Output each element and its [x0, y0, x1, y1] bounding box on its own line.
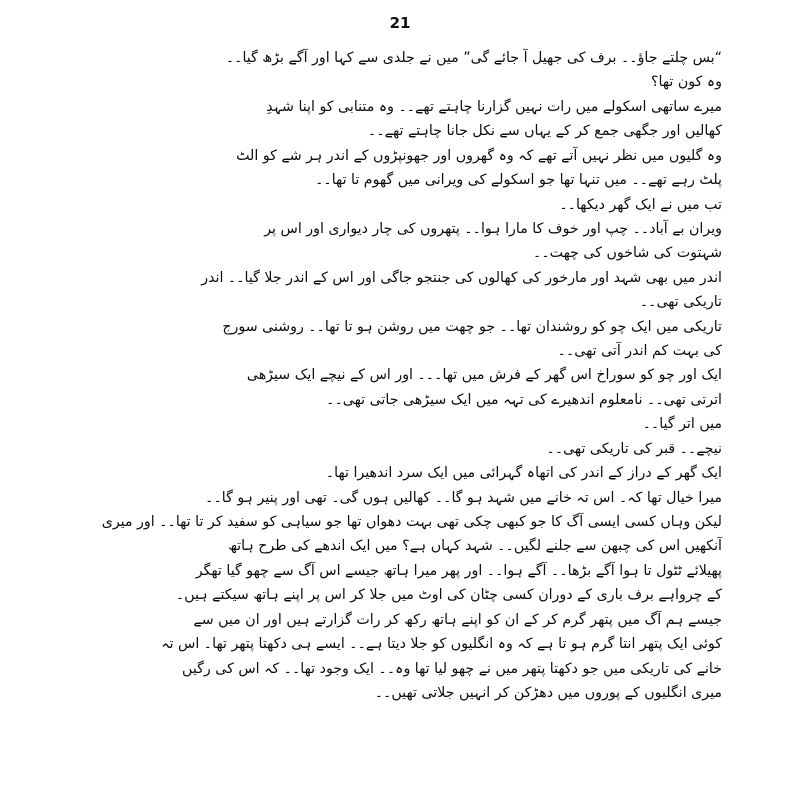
text-line: کھالیں اور جگھی جمع کر کے یہاں سے نکل جانا چاہتے تھے۔۔ — [368, 123, 722, 140]
text-line: تاریکی تھی۔۔ — [639, 294, 722, 311]
text-line: کے چرواہے برف باری کے دوران کسی چٹان کی اوٹ میں جلا کر اس پر اپنے ہاتھ سیکتے ہیں۔ — [175, 587, 722, 604]
text-line: میرے ساتھی اسکولے میں رات نہیں گزارنا چاہتے تھے۔۔ وہ متنابی کو اپنا شہدِ — [266, 98, 722, 115]
text-line: خانے کی تاریکی میں جو دکھتا پتھر میں نے چھو لیا تھا وہ۔۔ ایک وجود تھا۔۔ کہ اس کی رگیں — [182, 660, 722, 677]
text-line: اندر میں بھی شہد اور مارخور کی کھالوں کی جنتجو جاگی اور اس کے اندر جلا گیا۔۔ اندر — [201, 269, 722, 286]
text-line: میرا خیال تھا کہ۔ اس تہ خانے میں شہد ہو گا۔۔ کھالیں ہوں گی۔ تھی اور پنیر ہو گا۔۔ — [205, 489, 722, 506]
text-line: کی بہت کم اندر آتی تھی۔۔ — [557, 343, 722, 360]
text-line: “بس چلتے جاؤ۔۔ برف کی جھیل آ جائے گی” میں نے جلدی سے کہا اور آگے بڑھ گیا۔۔ — [225, 50, 722, 66]
text-line: شہتوت کی شاخوں کی چھت۔۔ — [533, 245, 722, 262]
text-line: میں اتر گیا۔۔ — [642, 416, 722, 433]
text-line: وہ کون تھا؟ — [650, 74, 722, 91]
text-line: کوئی ایک پتھر انتا گرم ہو تا ہے کہ وہ انگلیوں کو جلا دیتا ہے۔۔ ایسے ہی دکھتا پتھر تھا۔ اس تہ — [161, 636, 722, 653]
text-line: وہ گلیوں میں نظر نہیں آتے تھے کہ وہ گھروں اور جھونپڑوں کے اندر ہر شے کو الٹ — [236, 147, 722, 164]
text-line: آنکھیں اس کی چبھن سے جلنے لگیں۔۔ شہد کہاں ہے؟ میں ایک اندھے کی طرح ہاتھ — [228, 538, 722, 555]
text-line: تاریکی میں ایک چو کو روشندان تھا۔۔ جو چھت میں روشن ہو تا تھا۔۔ روشنی سورج — [222, 318, 722, 335]
text-line: اترتی تھی۔۔ نامعلوم اندھیرے کی تہہ میں ایک سیڑھی جاتی تھی۔۔ — [326, 391, 722, 408]
page-number: 21 — [389, 14, 411, 32]
text-line: جیسے ہم آگ میں پتھر گرم کر کے ان کو اپنے ہاتھ رکھ کر رات گزارتے ہیں اور ان میں سے — [193, 611, 722, 628]
text-line: ویران بے آباد۔۔ چپ اور خوف کا مارا ہوا۔۔ پتھروں کی چار دیواری اور اس پر — [264, 220, 722, 237]
text-line: ایک اور چو کو سوراخ اس گھر کے فرش میں تھا۔۔۔ اور اس کے نیچے ایک سیڑھی — [246, 367, 722, 384]
text-line: تب میں نے ایک گھر دیکھا۔۔ — [559, 196, 722, 213]
text-line: نیچے۔۔ قبر کی تاریکی تھی۔۔ — [546, 440, 722, 457]
text-line: ایک گھر کے دراز کے اندر کی اتھاہ گہرائی میں ایک سرد اندھیرا تھا۔ — [325, 465, 722, 482]
text-line: میری انگلیوں کے پوروں میں دھڑکن کر انہیں جلاتی تھیں۔۔ — [374, 684, 722, 701]
text-line: پھیلائے ٹٹول تا ہوا آگے بڑھا۔۔ آگے ہوا۔۔ اور پھر میرا ہاتھ جیسے اس آگ سے چھو گیا تھگر — [195, 562, 722, 579]
text-line: لیکن وہاں کسی ایسی آگ کا جو کبھی چکی تھی بہت دھواں تھا جو سیاہی کو سفید کر تا تھا۔۔ اور میری — [101, 514, 722, 531]
text-line: پلٹ رہے تھے۔۔ میں تنہا تھا جو اسکولے کی ویرانی میں گھوم تا تھا۔۔ — [315, 172, 722, 189]
body-text — [78, 46, 722, 705]
